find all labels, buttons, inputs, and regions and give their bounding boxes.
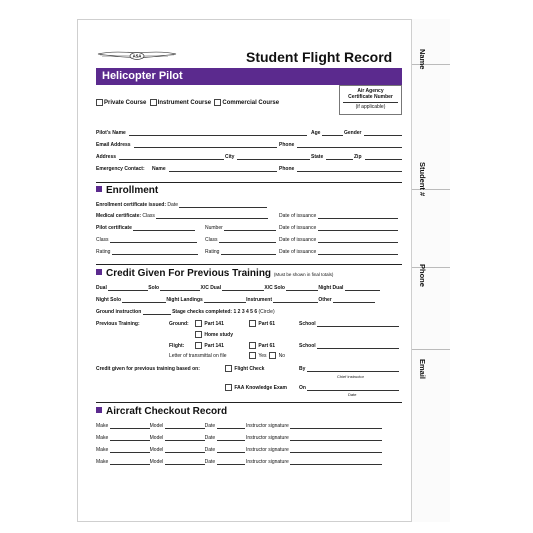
based-on-label: Credit given for previous training based on:: [96, 366, 200, 372]
pilot-name-field[interactable]: [129, 130, 307, 136]
night-dual-field[interactable]: [345, 285, 380, 291]
state-field[interactable]: [326, 154, 353, 160]
medical-class-field[interactable]: [156, 213, 268, 219]
age-field[interactable]: [322, 130, 343, 136]
rating-label: Rating: [96, 249, 111, 255]
state-label: State: [311, 154, 324, 160]
night-dual-label: Night Dual: [318, 285, 344, 291]
bullet-square: [96, 269, 102, 275]
solo-label: Solo: [148, 285, 160, 291]
flight-part141-checkbox[interactable]: [195, 342, 202, 349]
yes-label: Yes: [258, 352, 267, 359]
date-field[interactable]: [217, 447, 245, 453]
course-label: Private Course: [104, 100, 147, 107]
solo-field[interactable]: [160, 285, 200, 291]
medical-class-label: Class: [142, 213, 155, 219]
chief-instructor-caption: Chief instructor: [337, 374, 364, 379]
credit-title: Credit Given For Previous Training: [106, 268, 272, 279]
agency-note: (if applicable): [343, 102, 398, 110]
signature-field[interactable]: [290, 423, 382, 429]
date-label: Date: [204, 447, 216, 453]
credit-note: (Must be shown in final totals): [273, 272, 334, 277]
letter-label: Letter of transmittal on file: [169, 353, 227, 359]
ground-instruction-label: Ground instruction: [96, 309, 142, 315]
phone-label: Phone: [279, 142, 295, 148]
agency-line2: Certificate Number: [348, 94, 393, 100]
model-field[interactable]: [165, 447, 205, 453]
xc-solo-label: X/C Solo: [264, 285, 285, 291]
flight-school-label: School: [299, 343, 316, 349]
instrument-course-checkbox[interactable]: [150, 99, 157, 106]
date-field[interactable]: [217, 459, 245, 465]
model-label: Model: [149, 423, 164, 429]
phone-field[interactable]: [297, 142, 402, 148]
ground-instruction-field[interactable]: [143, 309, 171, 315]
xc-dual-field[interactable]: [222, 285, 264, 291]
ground-school-label: School: [299, 321, 316, 327]
other-label: Other: [318, 297, 332, 303]
enrollment-title: Enrollment: [106, 185, 159, 196]
rating2-field[interactable]: [221, 249, 276, 255]
emergency-label: Emergency Contact:: [96, 166, 145, 172]
by-field[interactable]: [307, 366, 399, 372]
page-title: Student Flight Record: [246, 49, 393, 65]
tab-divider: [412, 349, 450, 350]
date-label: Date: [204, 423, 216, 429]
faa-exam-checkbox[interactable]: [225, 384, 232, 391]
cert-issuance-field[interactable]: [318, 225, 398, 231]
issued-date-label: Date: [167, 202, 178, 208]
checkout-row: [96, 447, 382, 453]
dual-label: Dual: [96, 285, 107, 291]
bullet-square: [96, 186, 102, 192]
issued-date-field[interactable]: [179, 202, 267, 208]
pilot-cert-field[interactable]: [133, 225, 195, 231]
ground-school-field[interactable]: [317, 321, 399, 327]
signature-field[interactable]: [290, 459, 382, 465]
bullet-square: [96, 407, 102, 413]
model-field[interactable]: [165, 423, 205, 429]
flight-part61-checkbox[interactable]: [249, 342, 256, 349]
model-label: Model: [149, 435, 164, 441]
rating2-label: Rating: [205, 249, 220, 255]
number-label: Number: [205, 225, 223, 231]
make-field[interactable]: [110, 423, 150, 429]
emergency-name-label: Name: [152, 166, 166, 172]
ground-part141-checkbox[interactable]: [195, 320, 202, 327]
dual-field[interactable]: [108, 285, 148, 291]
class2-field[interactable]: [219, 237, 276, 243]
flight-check-checkbox[interactable]: [225, 365, 232, 372]
credit-heading: [96, 268, 333, 279]
medical-issuance-field[interactable]: [318, 213, 398, 219]
stage-numbers[interactable]: 1 2 3 4 5 6: [233, 309, 258, 315]
city-label: City: [225, 154, 235, 160]
address-label: Address: [96, 154, 117, 160]
make-field[interactable]: [110, 435, 150, 441]
signature-field[interactable]: [290, 435, 382, 441]
signature-label: Instructor signature: [245, 459, 289, 465]
tab-label-phone: Phone: [418, 264, 427, 287]
ground-part61-checkbox[interactable]: [249, 320, 256, 327]
part141-label: Part 141: [204, 320, 224, 327]
tab-label-name: Name: [418, 49, 427, 70]
section-rule: [96, 402, 402, 403]
checkout-row: [96, 459, 382, 465]
instrument-field[interactable]: [273, 297, 318, 303]
emergency-phone-label: Phone: [279, 166, 295, 172]
model-field[interactable]: [165, 435, 205, 441]
class-issuance-label: Date of issuance: [279, 237, 317, 243]
checkout-heading: [96, 406, 227, 417]
make-label: Make: [96, 423, 109, 429]
night-landings-field[interactable]: [204, 297, 246, 303]
checkout-row: [96, 435, 382, 441]
tab-label-email: Email: [418, 359, 427, 380]
pilot-name-label: Pilot's Name: [96, 130, 126, 136]
date-field[interactable]: [217, 435, 245, 441]
make-field[interactable]: [110, 459, 150, 465]
emergency-phone-field[interactable]: [297, 166, 402, 172]
previous-training-label: Previous Training:: [96, 321, 140, 327]
date-caption: Date: [348, 392, 357, 397]
checkout-title: Aircraft Checkout Record: [106, 406, 228, 417]
make-label: Make: [96, 447, 109, 453]
class-field[interactable]: [110, 237, 197, 243]
logo-text: ASA: [132, 53, 142, 59]
model-label: Model: [149, 447, 164, 453]
class-label: Class: [96, 237, 109, 243]
zip-label: Zip: [354, 154, 362, 160]
other-field[interactable]: [333, 297, 375, 303]
tab-label-student: Student #: [418, 162, 427, 197]
address-field[interactable]: [119, 154, 224, 160]
signature-label: Instructor signature: [245, 423, 289, 429]
signature-label: Instructor signature: [245, 435, 289, 441]
course-options: [96, 99, 279, 106]
class-issuance-field[interactable]: [318, 237, 398, 243]
private-course-checkbox[interactable]: [96, 99, 103, 106]
letter-no-checkbox[interactable]: [269, 352, 276, 359]
email-label: Email Address: [96, 142, 131, 148]
ground-label: Ground:: [169, 321, 189, 327]
section-rule: [96, 264, 402, 265]
pilot-cert-label: Pilot certificate: [96, 225, 132, 231]
signature-label: Instructor signature: [245, 447, 289, 453]
stage-checks-label: Stage checks completed:: [172, 309, 233, 315]
letter-yes-checkbox[interactable]: [249, 352, 256, 359]
commercial-course-checkbox[interactable]: [214, 99, 221, 106]
make-label: Make: [96, 459, 109, 465]
faa-exam-label: FAA Knowledge Exam: [234, 384, 287, 391]
home-study-checkbox[interactable]: [195, 331, 202, 338]
night-solo-field[interactable]: [122, 297, 166, 303]
asa-wings-logo: [96, 48, 178, 70]
circle-note: (Circle): [258, 309, 275, 315]
make-field[interactable]: [110, 447, 150, 453]
date-label: Date: [204, 459, 216, 465]
gender-label: Gender: [344, 130, 362, 136]
city-field[interactable]: [237, 154, 310, 160]
checkout-row: [96, 423, 382, 429]
date-field[interactable]: [217, 423, 245, 429]
no-label: No: [278, 352, 286, 359]
model-label: Model: [149, 459, 164, 465]
course-label: Commercial Course: [222, 100, 280, 107]
folder-tab: [411, 19, 450, 522]
agency-line1: Air Agency: [357, 88, 384, 94]
zip-field[interactable]: [365, 154, 402, 160]
medical-issuance-label: Date of issuance: [279, 213, 317, 219]
cert-issuance-label: Date of issuance: [279, 225, 317, 231]
enrollment-heading: [96, 185, 158, 196]
on-field[interactable]: [307, 385, 399, 391]
flight-label: Flight:: [169, 343, 185, 349]
agency-box: [339, 85, 402, 115]
medical-label: Medical certificate:: [96, 213, 142, 219]
rating-field[interactable]: [112, 249, 198, 255]
xc-solo-field[interactable]: [286, 285, 318, 291]
class2-label: Class: [205, 237, 218, 243]
emergency-name-field[interactable]: [169, 166, 277, 172]
rating-issuance-field[interactable]: [318, 249, 398, 255]
signature-field[interactable]: [290, 447, 382, 453]
title-band: [96, 68, 402, 85]
age-label: Age: [311, 130, 321, 136]
on-label: On: [299, 385, 306, 391]
band-title: Helicopter Pilot: [102, 70, 183, 82]
make-label: Make: [96, 435, 109, 441]
xc-dual-label: X/C Dual: [200, 285, 222, 291]
flight-school-field[interactable]: [317, 343, 399, 349]
rating-issuance-label: Date of issuance: [279, 249, 317, 255]
night-landings-label: Night Landings: [166, 297, 203, 303]
gender-field[interactable]: [364, 130, 402, 136]
flight-check-label: Flight Check: [234, 365, 265, 372]
instrument-label: Instrument: [246, 297, 273, 303]
by-label: By: [299, 366, 306, 372]
home-study-label: Home study: [204, 331, 234, 338]
number-field[interactable]: [224, 225, 276, 231]
section-rule: [96, 182, 402, 183]
part61-label: Part 61: [258, 320, 276, 327]
issued-label: Enrollment certificate issued:: [96, 202, 167, 208]
email-field[interactable]: [134, 142, 277, 148]
model-field[interactable]: [165, 459, 205, 465]
flight-part61-label: Part 61: [258, 342, 276, 349]
night-solo-label: Night Solo: [96, 297, 121, 303]
course-label: Instrument Course: [157, 100, 212, 107]
flight-part141-label: Part 141: [204, 342, 224, 349]
date-label: Date: [204, 435, 216, 441]
